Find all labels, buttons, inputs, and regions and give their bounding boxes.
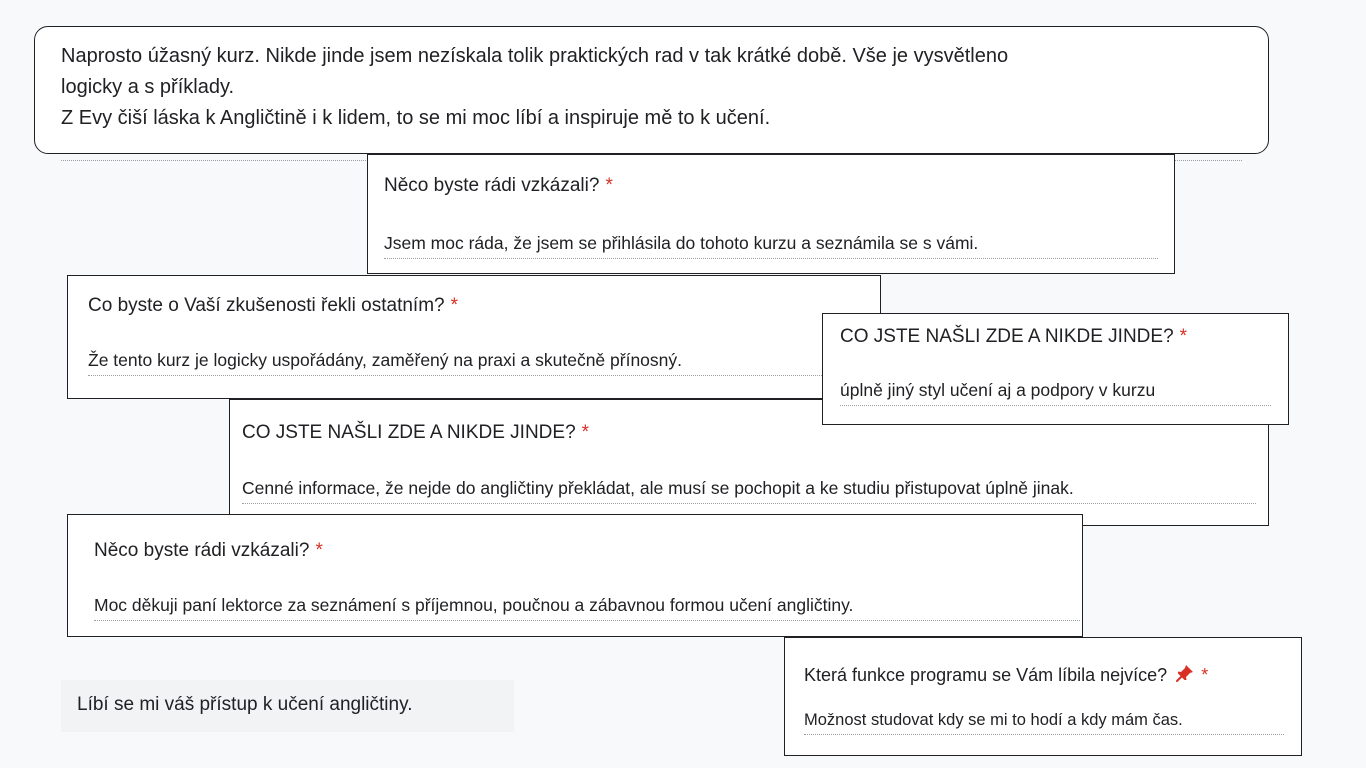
answer-text: Možnost studovat kdy se mi to hodí a kdy mám čas.: [804, 711, 1284, 735]
review-text-line-3: Z Evy čiší láska k Angličtině i k lidem, to se mi moc líbí a inspiruje mě to k učení.: [61, 107, 771, 129]
question-label: Něco byste rádi vzkázali? *: [94, 540, 323, 561]
required-asterisk: *: [581, 422, 590, 443]
feedback-card-experience: [67, 275, 881, 399]
required-asterisk: *: [605, 175, 613, 196]
question-label: CO JSTE NAŠLI ZDE A NIKDE JINDE? *: [242, 422, 590, 443]
review-text-line-1: Naprosto úžasný kurz. Nikde jinde jsem nezískala tolik praktických rad v tak krátké době. Vše je vysvětleno: [61, 45, 1009, 67]
plain-comment: Líbí se mi váš přístup k učení angličtiny.: [61, 680, 514, 732]
feedback-card-message-2: [67, 514, 1083, 637]
question-label: Něco byste rádi vzkázali? *: [384, 175, 613, 196]
feedback-card-message-1: [367, 154, 1175, 274]
answer-text: úplně jiný styl učení aj a podpory v kurzu: [840, 380, 1271, 406]
answer-text: Cenné informace, že nejde do angličtiny překládat, ale musí se pochopit a ke studiu přistupovat úplně jinak.: [242, 478, 1256, 504]
answer-text: Jsem moc ráda, že jsem se přihlásila do tohoto kurzu a seznámila se s vámi.: [384, 233, 1158, 259]
review-card-main: [34, 26, 1269, 154]
question-label: Co byste o Vaší zkušenosti řekli ostatním? *: [88, 295, 458, 316]
answer-text: Moc děkuji paní lektorce za seznámení s příjemnou, poučnou a zábavnou formou učení angličtiny.: [94, 595, 1080, 621]
feedback-card-unique-1: [822, 313, 1289, 425]
required-asterisk: *: [1179, 326, 1188, 347]
required-asterisk: *: [315, 540, 323, 561]
answer-text: Že tento kurz je logicky uspořádány, zaměřený na praxi a skutečně přínosný.: [88, 350, 860, 376]
required-asterisk: *: [1201, 665, 1209, 685]
question-label: CO JSTE NAŠLI ZDE A NIKDE JINDE? *: [840, 326, 1188, 347]
pin-icon: [1175, 663, 1195, 688]
review-text-line-2: logicky a s příklady.: [61, 76, 235, 98]
feedback-card-feature: [784, 637, 1302, 756]
question-label: Která funkce programu se Vám líbila nejvíce? *: [804, 663, 1208, 688]
required-asterisk: *: [450, 295, 458, 316]
